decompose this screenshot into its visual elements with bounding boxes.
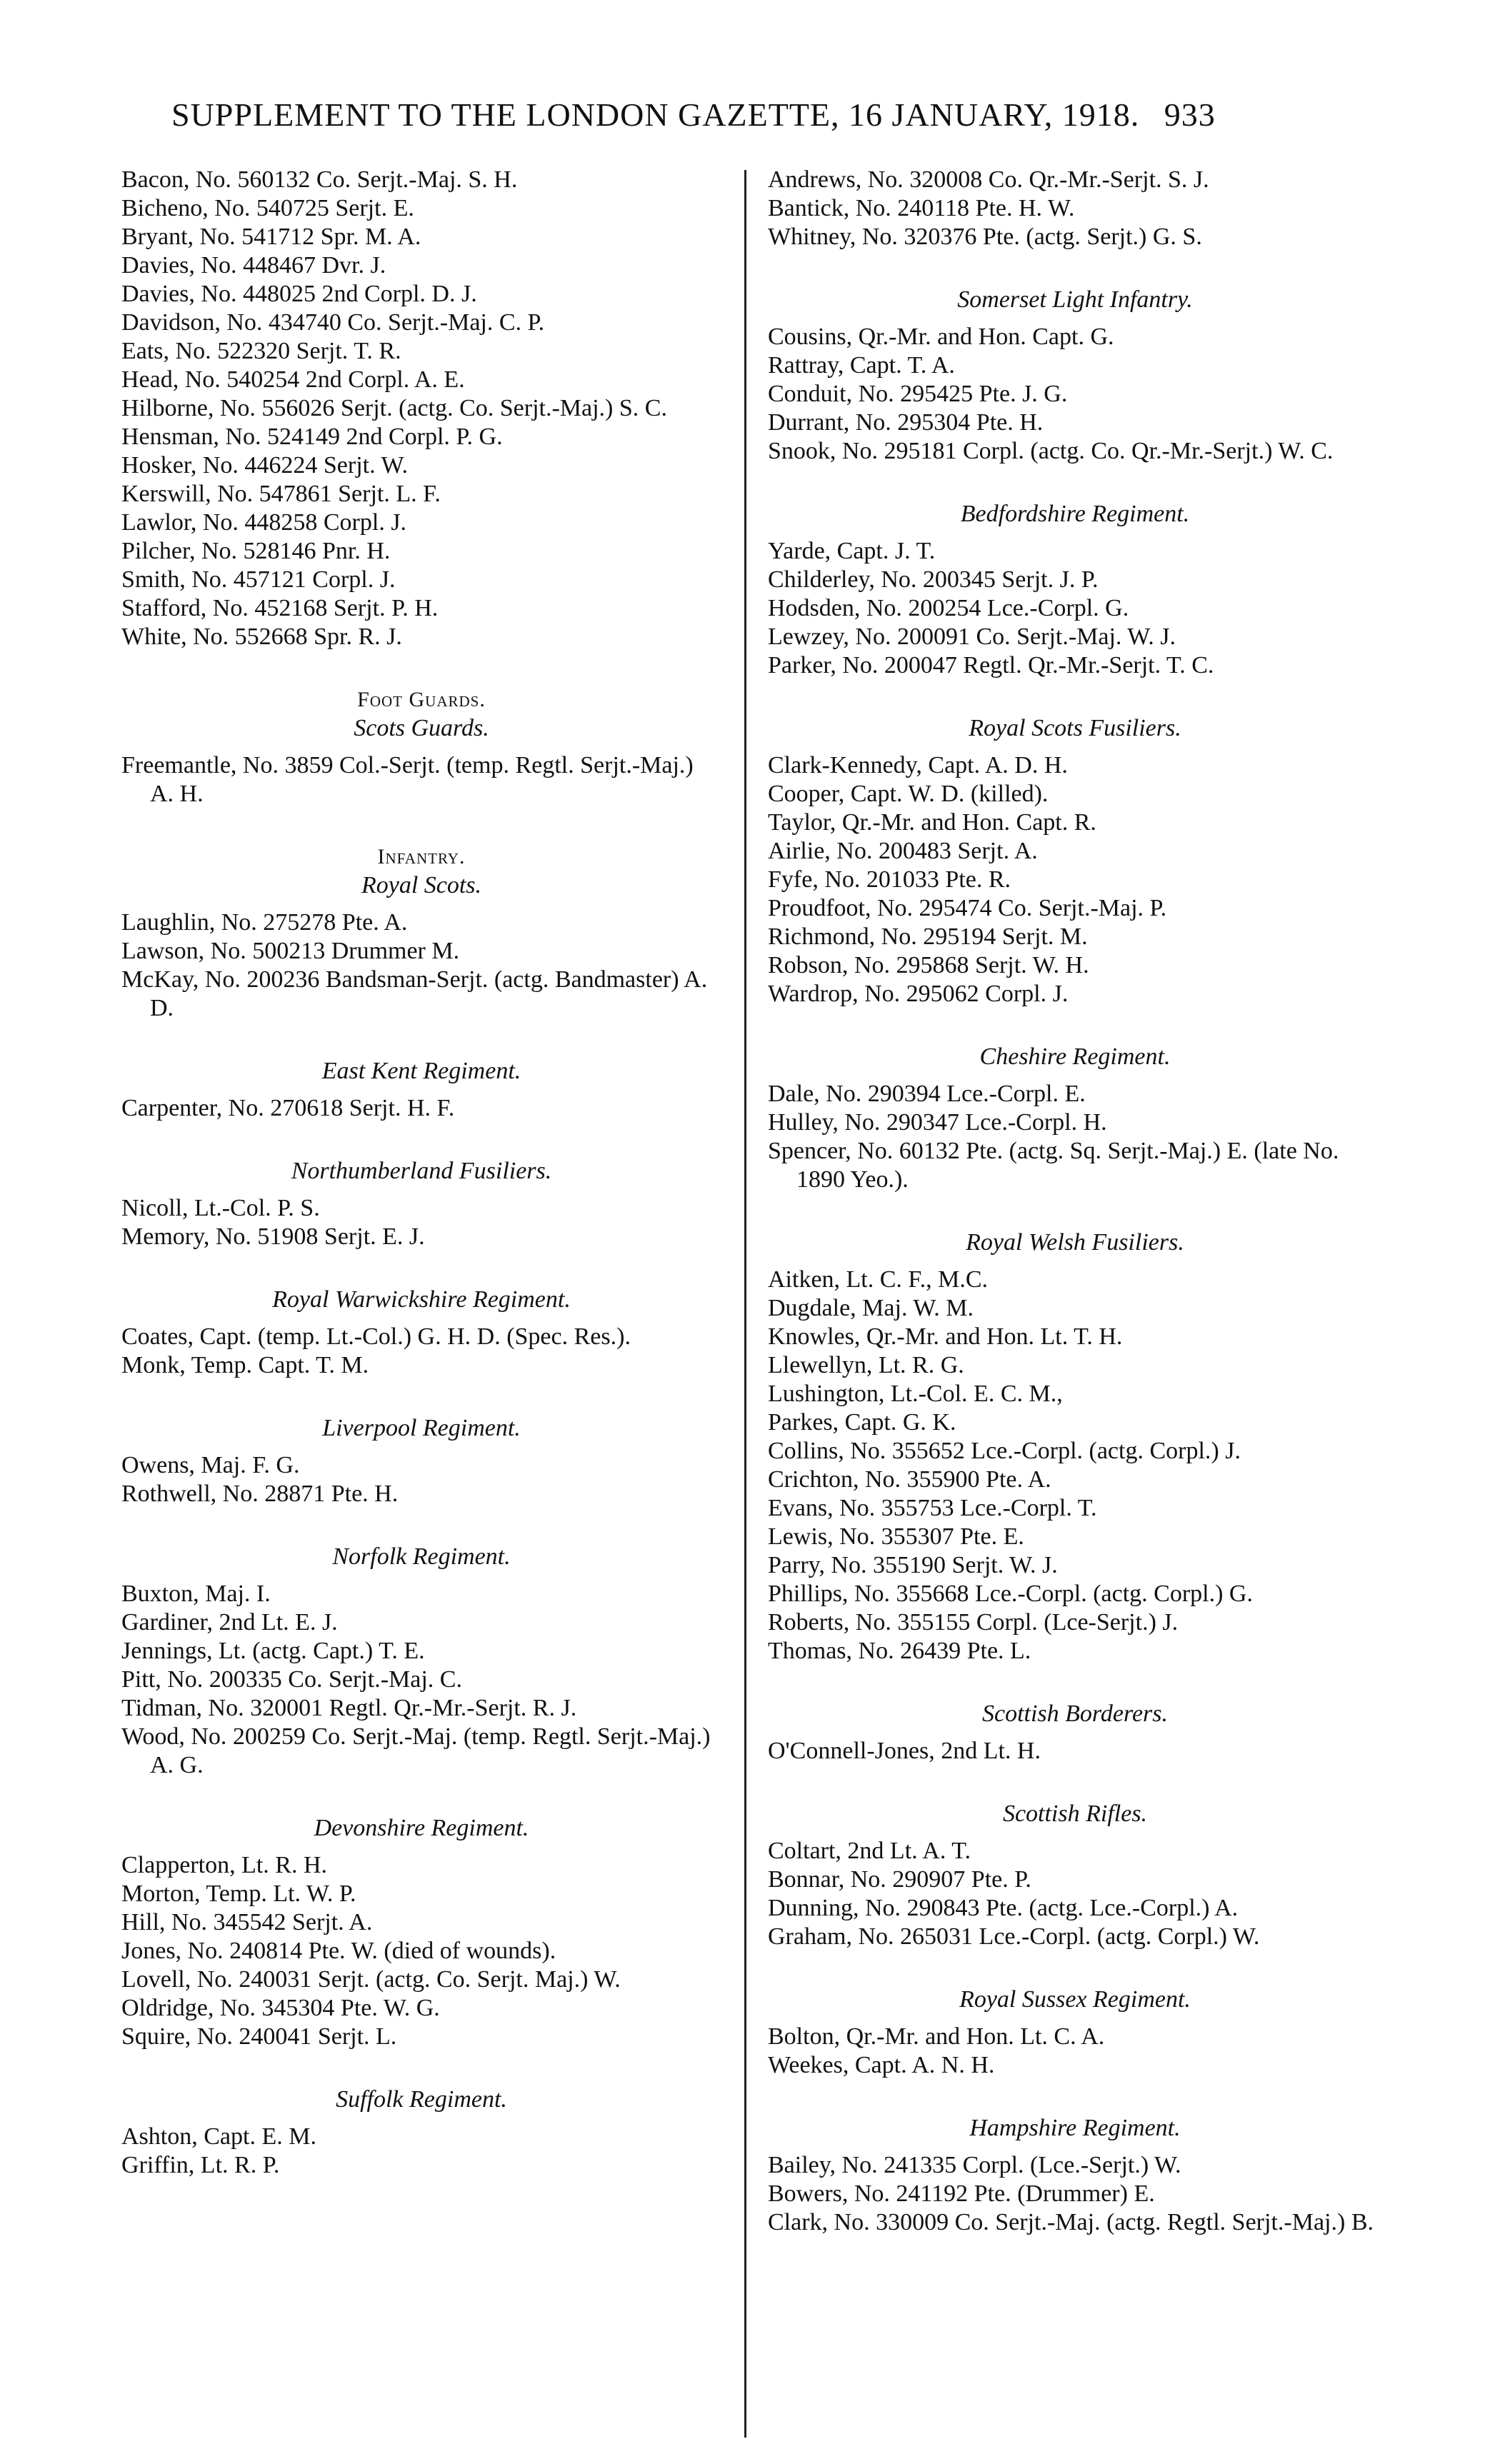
list-entry: Weekes, Capt. A. N. H. (768, 2052, 995, 2078)
section-list (768, 1837, 1382, 1951)
list-entry: Coates, Capt. (temp. Lt.-Col.) G. H. D. (Spec. Res.). (121, 1323, 631, 1350)
section-list (768, 2151, 1382, 2237)
list-entry: Bantick, No. 240118 Pte. H. W. (768, 195, 1075, 221)
list-entry: Whitney, No. 320376 Pte. (actg. Serjt.) G. S. (768, 224, 1202, 250)
list-entry: Lawlor, No. 448258 Corpl. J. (121, 509, 407, 536)
list-entry: Clapperton, Lt. R. H. (121, 1852, 328, 1878)
list-entry: Graham, No. 265031 Lce.-Corpl. (actg. Corpl.) W. (768, 1923, 1260, 1950)
list-entry: Eats, No. 522320 Serjt. T. R. (121, 338, 401, 364)
list-entry: Griffin, Lt. R. P. (121, 2152, 280, 2178)
list-entry: Lawson, No. 500213 Drummer M. (121, 938, 460, 964)
list-entry: Buxton, Maj. I. (121, 1581, 271, 1607)
section-list (768, 537, 1382, 680)
list-entry: Hill, No. 345542 Serjt. A. (121, 1909, 373, 1935)
list-entry: Kerswill, No. 547861 Serjt. L. F. (121, 481, 441, 507)
list-entry: Phillips, No. 355668 Lce.-Corpl. (actg. Corpl.) G. (768, 1581, 1253, 1607)
list-entry: Lewis, No. 355307 Pte. E. (768, 1523, 1024, 1550)
list-entry: Robson, No. 295868 Serjt. W. H. (768, 952, 1089, 978)
list-entry: Yarde, Capt. J. T. (768, 538, 936, 564)
list-entry: Clark-Kennedy, Capt. A. D. H. (768, 752, 1068, 778)
gazette-title: SUPPLEMENT TO THE LONDON GAZETTE, 16 JANUARY, 1918. (171, 96, 1140, 133)
list-entry: Coltart, 2nd Lt. A. T. (768, 1838, 971, 1864)
list-entry: Dale, No. 290394 Lce.-Corpl. E. (768, 1081, 1086, 1107)
section-heading: Royal Sussex Regiment. (959, 1986, 1191, 2013)
list-entry: Durrant, No. 295304 Pte. H. (768, 409, 1044, 436)
column-divider (744, 170, 746, 2438)
list-entry: Proudfoot, No. 295474 Co. Serjt.-Maj. P. (768, 895, 1167, 921)
list-entry: Cooper, Capt. W. D. (killed). (768, 781, 1049, 807)
section-heading: East Kent Regiment. (321, 1058, 521, 1084)
list-entry: Hulley, No. 290347 Lce.-Corpl. H. (768, 1109, 1107, 1136)
list-entry: Carpenter, No. 270618 Serjt. H. F. (121, 1095, 455, 1121)
section-heading: Suffolk Regiment. (336, 2086, 507, 2113)
list-entry: Parkes, Capt. G. K. (768, 1409, 956, 1436)
list-entry: Head, No. 540254 2nd Corpl. A. E. (121, 366, 465, 393)
list-entry: Thomas, No. 26439 Pte. L. (768, 1638, 1031, 1664)
list-entry: Pilcher, No. 528146 Pnr. H. (121, 538, 391, 564)
section-heading: Somerset Light Infantry. (957, 286, 1193, 313)
list-entry: Wood, No. 200259 Co. Serjt.-Maj. (temp. Regtl. Serjt.-Maj.) A. G. (121, 1723, 711, 1778)
list-entry: Hensman, No. 524149 2nd Corpl. P. G. (121, 424, 503, 450)
list-entry: Bailey, No. 241335 Corpl. (Lce.-Serjt.) W. (768, 2152, 1181, 2178)
section-list (121, 2123, 721, 2180)
list-entry: Cousins, Qr.-Mr. and Hon. Capt. G. (768, 324, 1114, 350)
list-entry: Freemantle, No. 3859 Col.-Serjt. (temp. Regtl. Serjt.-Maj.) A. H. (121, 752, 694, 807)
section-heading: Northumberland Fusiliers. (291, 1158, 552, 1184)
section-list (121, 1580, 721, 1780)
section-heading: Cheshire Regiment. (979, 1043, 1171, 1070)
section-list (121, 1323, 721, 1380)
list-entry: Nicoll, Lt.-Col. P. S. (121, 1195, 320, 1221)
section-heading: Royal Scots. (361, 872, 482, 898)
list-entry: Rothwell, No. 28871 Pte. H. (121, 1481, 399, 1507)
list-entry: Hodsden, No. 200254 Lce.-Corpl. G. (768, 595, 1129, 621)
list-entry: Taylor, Qr.-Mr. and Hon. Capt. R. (768, 809, 1096, 836)
section-heading: Hampshire Regiment. (969, 2115, 1181, 2141)
left-column (121, 166, 721, 2180)
list-entry: Pitt, No. 200335 Co. Serjt.-Maj. C. (121, 1666, 462, 1693)
list-entry: Morton, Temp. Lt. W. P. (121, 1880, 356, 1907)
page-header (171, 96, 1386, 134)
section-heading: Scottish Borderers. (981, 1701, 1168, 1727)
list-entry: Spencer, No. 60132 Pte. (actg. Sq. Serjt.-Maj.) E. (late No. 1890 Yeo.). (768, 1138, 1339, 1193)
right-column (768, 166, 1382, 2237)
list-entry: Tidman, No. 320001 Regtl. Qr.-Mr.-Serjt. R. J. (121, 1695, 577, 1721)
section-list (121, 1851, 721, 2051)
list-entry: White, No. 552668 Spr. R. J. (121, 623, 402, 650)
section-list (121, 1194, 721, 1251)
list-entry: Hosker, No. 446224 Serjt. W. (121, 452, 408, 479)
list-entry: Hilborne, No. 556026 Serjt. (actg. Co. Serjt.-Maj.) S. C. (121, 395, 667, 421)
list-entry: Evans, No. 355753 Lce.-Corpl. T. (768, 1495, 1097, 1521)
infantry-heading: Infantry. (377, 845, 466, 868)
list-entry: Bryant, No. 541712 Spr. M. A. (121, 224, 421, 250)
section-list (768, 1266, 1382, 1666)
section-list (121, 1451, 721, 1508)
list-entry: Lushington, Lt.-Col. E. C. M., (768, 1381, 1063, 1407)
list-entry: Andrews, No. 320008 Co. Qr.-Mr.-Serjt. S. J. (768, 166, 1209, 193)
list-entry: McKay, No. 200236 Bandsman-Serjt. (actg. Bandmaster) A. D. (121, 966, 708, 1021)
list-entry: Richmond, No. 295194 Serjt. M. (768, 923, 1088, 950)
list-entry: Fyfe, No. 201033 Pte. R. (768, 866, 1011, 893)
list-entry: Laughlin, No. 275278 Pte. A. (121, 909, 408, 936)
list-entry: Lewzey, No. 200091 Co. Serjt.-Maj. W. J. (768, 623, 1176, 650)
list-entry: Squire, No. 240041 Serjt. L. (121, 2023, 397, 2050)
list-entry: Bolton, Qr.-Mr. and Hon. Lt. C. A. (768, 2023, 1105, 2050)
list-entry: Jones, No. 240814 Pte. W. (died of wounds). (121, 1938, 556, 1964)
list-entry: Davies, No. 448025 2nd Corpl. D. J. (121, 281, 477, 307)
list-entry: Crichton, No. 355900 Pte. A. (768, 1466, 1051, 1493)
list-entry: Memory, No. 51908 Serjt. E. J. (121, 1223, 425, 1250)
list-entry: Clark, No. 330009 Co. Serjt.-Maj. (actg. Regtl. Serjt.-Maj.) B. (768, 2209, 1374, 2235)
list-entry: Knowles, Qr.-Mr. and Hon. Lt. T. H. (768, 1323, 1123, 1350)
list-entry: Bicheno, No. 540725 Serjt. E. (121, 195, 414, 221)
list-entry: Bowers, No. 241192 Pte. (Drummer) E. (768, 2180, 1155, 2207)
list-entry: Wardrop, No. 295062 Corpl. J. (768, 981, 1069, 1007)
section-heading: Norfolk Regiment. (332, 1543, 511, 1570)
section-heading: Scottish Rifles. (1002, 1801, 1148, 1827)
list-entry: Parker, No. 200047 Regtl. Qr.-Mr.-Serjt. T. C. (768, 652, 1214, 678)
list-entry: Dunning, No. 290843 Pte. (actg. Lce.-Corpl.) A. (768, 1895, 1239, 1921)
list-entry: Davidson, No. 434740 Co. Serjt.-Maj. C. P. (121, 309, 545, 336)
section-heading: Royal Warwickshire Regiment. (272, 1286, 571, 1313)
list-entry: Conduit, No. 295425 Pte. J. G. (768, 381, 1068, 407)
section-list (768, 751, 1382, 1008)
list-entry: Davies, No. 448467 Dvr. J. (121, 252, 386, 279)
list-entry: Rattray, Capt. T. A. (768, 352, 955, 379)
list-entry: Monk, Temp. Capt. T. M. (121, 1352, 369, 1378)
foot-guards-heading: Foot Guards. (357, 688, 486, 711)
section-list (121, 908, 721, 1023)
list-entry: O'Connell-Jones, 2nd Lt. H. (768, 1738, 1041, 1764)
section-list (768, 323, 1382, 466)
list-entry: Ashton, Capt. E. M. (121, 2123, 316, 2150)
list-entry: Aitken, Lt. C. F., M.C. (768, 1266, 989, 1293)
list-entry: Stafford, No. 452168 Serjt. P. H. (121, 595, 439, 621)
section-heading: Royal Welsh Fusiliers. (966, 1229, 1184, 1256)
page-number: 933 (1164, 96, 1216, 133)
section-heading: Liverpool Regiment. (322, 1415, 521, 1441)
list-entry: Bacon, No. 560132 Co. Serjt.-Maj. S. H. (121, 166, 518, 193)
section-heading: Devonshire Regiment. (314, 1815, 529, 1841)
list-entry: Childerley, No. 200345 Serjt. J. P. (768, 566, 1099, 593)
section-list (768, 2023, 1382, 2080)
list-entry: Lovell, No. 240031 Serjt. (actg. Co. Serjt. Maj.) W. (121, 1966, 621, 1993)
left-top-list (121, 166, 721, 651)
list-entry: Oldridge, No. 345304 Pte. W. G. (121, 1995, 440, 2021)
section-heading: Bedfordshire Regiment. (960, 501, 1190, 527)
list-entry: Roberts, No. 355155 Corpl. (Lce-Serjt.) J. (768, 1609, 1179, 1636)
list-entry: Gardiner, 2nd Lt. E. J. (121, 1609, 338, 1636)
section-heading: Royal Scots Fusiliers. (969, 715, 1181, 741)
list-entry: Owens, Maj. F. G. (121, 1452, 300, 1478)
list-entry: Airlie, No. 200483 Serjt. A. (768, 838, 1038, 864)
list-entry: Dugdale, Maj. W. M. (768, 1295, 974, 1321)
list-entry: Parry, No. 355190 Serjt. W. J. (768, 1552, 1058, 1578)
list-entry: Smith, No. 457121 Corpl. J. (121, 566, 396, 593)
list-entry: Llewellyn, Lt. R. G. (768, 1352, 964, 1378)
list-entry: Bonnar, No. 290907 Pte. P. (768, 1866, 1031, 1893)
section-list (768, 1080, 1382, 1194)
list-entry: Jennings, Lt. (actg. Capt.) T. E. (121, 1638, 425, 1664)
right-top-list (768, 166, 1382, 251)
section-heading: Scots Guards. (354, 715, 489, 741)
list-entry: Collins, No. 355652 Lce.-Corpl. (actg. Corpl.) J. (768, 1438, 1241, 1464)
list-entry: Snook, No. 295181 Corpl. (actg. Co. Qr.-Mr.-Serjt.) W. C. (768, 438, 1334, 464)
